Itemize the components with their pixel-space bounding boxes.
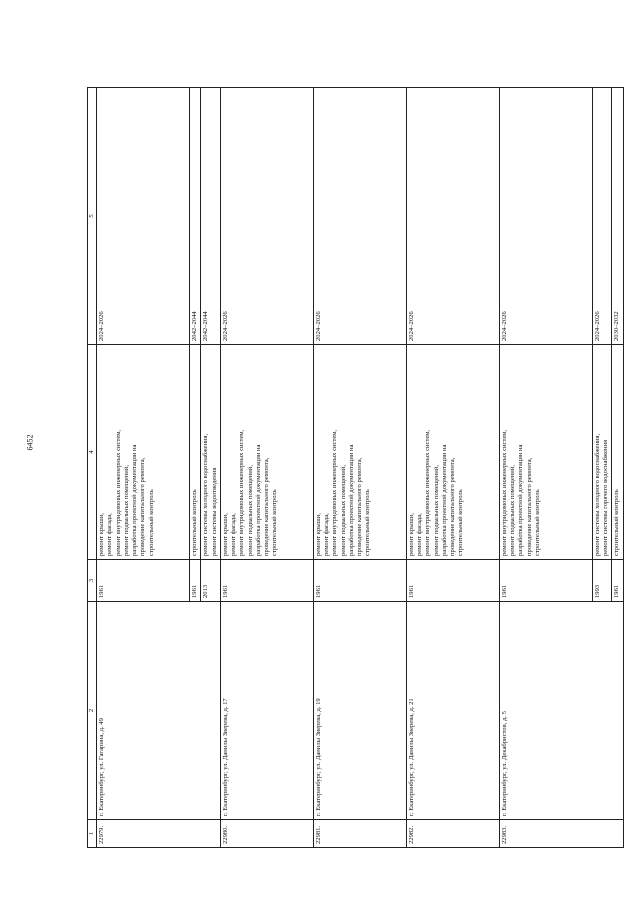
repair-period: 2030–2032 (612, 88, 623, 345)
work-item: ремонт подвальных помещений, (339, 465, 347, 556)
work-types (592, 345, 611, 560)
work-item: разработка проектной документации на (347, 444, 355, 556)
column-header: 3 (88, 560, 97, 602)
repair-period: 2024–2026 (220, 88, 313, 345)
record-number: 22979. (97, 820, 221, 848)
work-item: строительный контроль (364, 489, 372, 556)
repair-period: 2042–2044 (190, 88, 201, 345)
build-year: 1961 (612, 560, 623, 602)
work-item: строительный контроль (271, 489, 279, 556)
column-header: 5 (88, 88, 97, 345)
work-item: ремонт фасада, (230, 513, 238, 556)
work-item: строительный контроль (613, 489, 621, 556)
work-item: ремонт внутридомовых инженерных систем, (331, 429, 339, 556)
work-item: ремонт фасада, (416, 513, 424, 556)
table-body (97, 88, 623, 848)
work-item: проведение капитального ремонта, (139, 457, 147, 556)
work-item: ремонт внутридомовых инженерных систем, (238, 429, 246, 556)
work-item: ремонт подвальных помещений, (122, 465, 130, 556)
work-item: строительный контроль (147, 489, 155, 556)
building-address: г. Екатеринбург, ул. Данилы Зверева, д. 17 (220, 602, 313, 820)
work-item: ремонт внутридомовых инженерных систем, (424, 429, 432, 556)
repair-period: 2024–2026 (406, 88, 499, 345)
work-item: разработка проектной документации на (254, 444, 262, 556)
repair-schedule-table (87, 87, 624, 848)
work-types (406, 345, 499, 560)
build-year: 1961 (97, 560, 190, 602)
work-item: строительный контроль (457, 489, 465, 556)
repair-period: 2024–2026 (592, 88, 611, 345)
work-item: проведение капитального ремонта, (356, 457, 364, 556)
table-row (406, 88, 499, 848)
work-item: ремонт внутридомовых инженерных систем, (114, 429, 122, 556)
table-row (499, 88, 592, 848)
work-types (201, 345, 220, 560)
work-item: проведение капитального ремонта, (449, 457, 457, 556)
column-header: 1 (88, 820, 97, 848)
work-item: ремонт системы горячего водоснабжения (602, 439, 610, 556)
record-number: 22983. (499, 820, 623, 848)
building-address: г. Екатеринбург, ул. Декабристов, д. 5 (499, 602, 623, 820)
work-item: ремонт системы холодного водоснабжения, (202, 433, 210, 556)
work-item: ремонт фасада, (323, 513, 331, 556)
work-item: разработка проектной документации на (131, 444, 139, 556)
column-header: 4 (88, 345, 97, 560)
record-number: 22982. (406, 820, 499, 848)
repair-period: 2024–2026 (313, 88, 406, 345)
table-row (97, 88, 190, 848)
building-address: г. Екатеринбург, ул. Гагарина, д. 49 (97, 602, 221, 820)
build-year: 1961 (190, 560, 201, 602)
work-item: ремонт системы холодного водоснабжения, (593, 433, 601, 556)
work-item: строительный контроль (533, 489, 541, 556)
work-item: строительный контроль (191, 489, 199, 556)
work-item: ремонт фасада, (106, 513, 114, 556)
work-types (612, 345, 623, 560)
work-types (190, 345, 201, 560)
build-year: 1961 (220, 560, 313, 602)
work-item: ремонт подвальных помещений, (509, 465, 517, 556)
work-types (97, 345, 190, 560)
rotated-page (87, 88, 621, 848)
work-item: ремонт крыши, (98, 513, 106, 556)
work-types (220, 345, 313, 560)
header-row (88, 88, 97, 848)
build-year: 1993 (592, 560, 611, 602)
work-item: ремонт системы водоотведения (210, 467, 218, 556)
work-item: ремонт внутридомовых инженерных систем, (500, 429, 508, 556)
build-year: 1961 (406, 560, 499, 602)
record-number: 22981. (313, 820, 406, 848)
work-item: разработка проектной документации на (440, 444, 448, 556)
building-address: г. Екатеринбург, ул. Данилы Зверева, д. 21 (406, 602, 499, 820)
repair-period: 2024–2026 (97, 88, 190, 345)
work-item: ремонт крыши, (407, 513, 415, 556)
record-number: 22980. (220, 820, 313, 848)
repair-period: 2024–2026 (499, 88, 592, 345)
work-item: проведение капитального ремонта, (525, 457, 533, 556)
work-item: разработка проектной документации на (517, 444, 525, 556)
work-item: ремонт крыши, (221, 513, 229, 556)
build-year: 1961 (499, 560, 592, 602)
table-row (220, 88, 313, 848)
work-types (313, 345, 406, 560)
work-item: проведение капитального ремонта, (263, 457, 271, 556)
building-address: г. Екатеринбург, ул. Данилы Зверева, д. 19 (313, 602, 406, 820)
build-year: 2013 (201, 560, 220, 602)
page-number: 6452 (25, 434, 35, 451)
work-item: ремонт крыши, (314, 513, 322, 556)
table-row (313, 88, 406, 848)
repair-period: 2042–2044 (201, 88, 220, 345)
work-item: ремонт подвальных помещений, (432, 465, 440, 556)
build-year: 1961 (313, 560, 406, 602)
work-item: ремонт подвальных помещений, (246, 465, 254, 556)
column-header: 2 (88, 602, 97, 820)
work-types (499, 345, 592, 560)
